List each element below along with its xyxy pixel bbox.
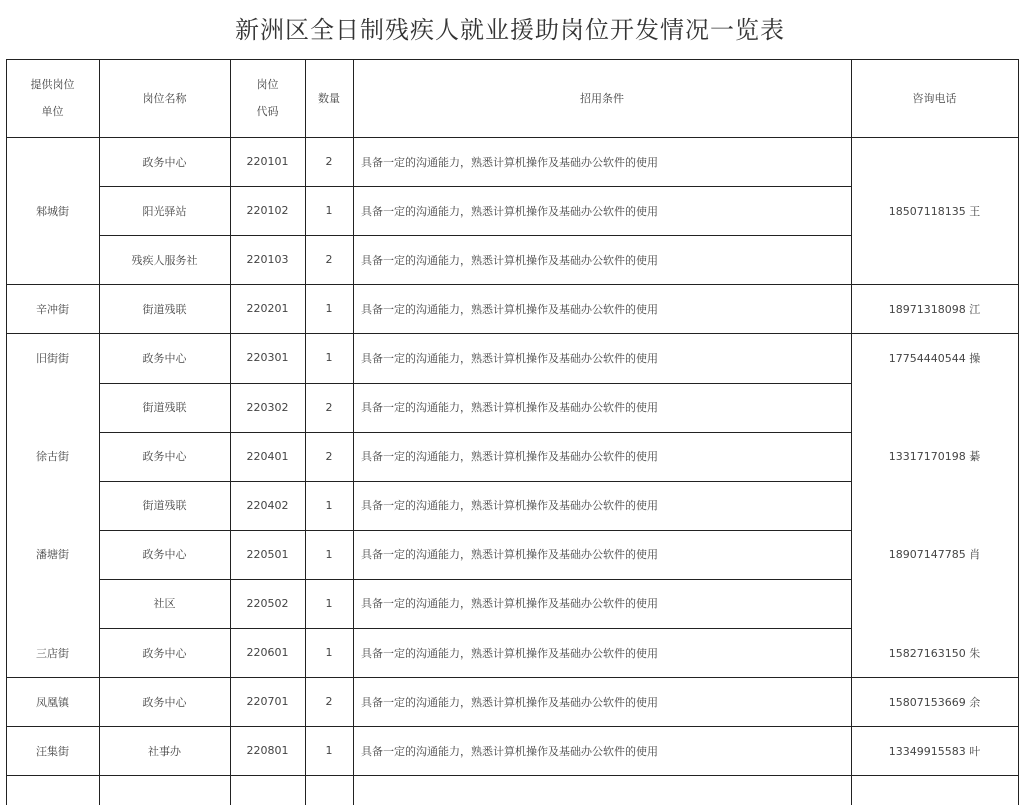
column-border bbox=[1018, 59, 1019, 805]
unit-cell: 旧街街 bbox=[36, 351, 69, 365]
row-border bbox=[99, 186, 852, 187]
column-border bbox=[851, 59, 852, 805]
row-border bbox=[99, 530, 852, 531]
requirement-cell: 具备一定的沟通能力，熟悉计算机操作及基础办公软件的使用 bbox=[361, 155, 658, 169]
requirement-cell: 具备一定的沟通能力，熟悉计算机操作及基础办公软件的使用 bbox=[361, 253, 658, 267]
position-cell: 街道残联 bbox=[142, 401, 187, 415]
requirement-cell: 具备一定的沟通能力，熟悉计算机操作及基础办公软件的使用 bbox=[361, 204, 658, 218]
header-count: 数量 bbox=[318, 92, 340, 105]
phone-cell: 13349915583 叶 bbox=[888, 744, 981, 758]
header-code bbox=[230, 59, 305, 137]
unit-cell: 凤凰镇 bbox=[36, 695, 69, 709]
code-cell: 220701 bbox=[246, 695, 289, 709]
position-cell: 政务中心 bbox=[142, 646, 187, 660]
code-cell: 220502 bbox=[246, 596, 289, 610]
column-border bbox=[305, 59, 306, 805]
row-border bbox=[6, 137, 1019, 138]
count-cell: 1 bbox=[325, 596, 333, 610]
requirement-cell: 具备一定的沟通能力，熟悉计算机操作及基础办公软件的使用 bbox=[361, 695, 658, 709]
count-cell: 2 bbox=[325, 695, 333, 709]
requirement-cell: 具备一定的沟通能力，熟悉计算机操作及基础办公软件的使用 bbox=[361, 744, 658, 758]
row-border bbox=[99, 628, 852, 629]
page-title: 新洲区全日制残疾人就业援助岗位开发情况一览表 bbox=[235, 16, 785, 44]
phone-cell: 15827163150 朱 bbox=[888, 646, 981, 660]
requirement-cell: 具备一定的沟通能力，熟悉计算机操作及基础办公软件的使用 bbox=[361, 499, 658, 513]
position-cell: 政务中心 bbox=[142, 351, 187, 365]
positions-table bbox=[6, 59, 1018, 799]
requirement-cell: 具备一定的沟通能力，熟悉计算机操作及基础办公软件的使用 bbox=[361, 646, 658, 660]
row-border bbox=[6, 59, 1019, 60]
position-cell: 街道残联 bbox=[142, 499, 187, 513]
phone-cell: 18971318098 江 bbox=[888, 302, 981, 316]
code-cell: 220103 bbox=[246, 253, 289, 267]
count-cell: 2 bbox=[325, 253, 333, 267]
column-border bbox=[230, 59, 231, 805]
code-cell: 220201 bbox=[246, 302, 289, 316]
header-unit-line: 单位 bbox=[41, 105, 64, 118]
position-cell: 街道残联 bbox=[142, 302, 187, 316]
row-border bbox=[6, 775, 1019, 776]
code-cell: 220301 bbox=[246, 351, 289, 365]
header-unit bbox=[6, 59, 99, 137]
row-border bbox=[6, 284, 1019, 285]
code-cell: 220401 bbox=[246, 449, 289, 463]
row-border bbox=[99, 383, 852, 384]
count-cell: 2 bbox=[325, 400, 333, 414]
row-border bbox=[6, 677, 1019, 678]
count-cell: 1 bbox=[325, 646, 333, 660]
position-cell: 政务中心 bbox=[142, 155, 187, 169]
phone-cell: 15807153669 余 bbox=[888, 695, 981, 709]
header-position: 岗位名称 bbox=[142, 92, 187, 105]
count-cell: 2 bbox=[325, 155, 333, 169]
requirement-cell: 具备一定的沟通能力，熟悉计算机操作及基础办公软件的使用 bbox=[361, 351, 658, 365]
position-cell: 阳光驿站 bbox=[142, 204, 187, 218]
requirement-cell: 具备一定的沟通能力，熟悉计算机操作及基础办公软件的使用 bbox=[361, 548, 658, 562]
unit-cell: 汪集街 bbox=[36, 744, 69, 758]
phone-cell: 17754440544 操 bbox=[888, 351, 981, 365]
requirement-cell: 具备一定的沟通能力，熟悉计算机操作及基础办公软件的使用 bbox=[361, 597, 658, 611]
unit-cell: 邾城街 bbox=[36, 204, 69, 218]
unit-cell: 潘塘街 bbox=[36, 548, 69, 562]
requirement-cell: 具备一定的沟通能力，熟悉计算机操作及基础办公软件的使用 bbox=[361, 302, 658, 316]
position-cell: 社区 bbox=[153, 597, 176, 611]
position-cell: 政务中心 bbox=[142, 450, 187, 464]
row-border bbox=[6, 726, 1019, 727]
requirement-cell: 具备一定的沟通能力，熟悉计算机操作及基础办公软件的使用 bbox=[361, 450, 658, 464]
header-requirement: 招用条件 bbox=[580, 92, 624, 105]
column-border bbox=[6, 59, 7, 805]
position-cell: 残疾人服务社 bbox=[131, 253, 198, 267]
unit-cell: 徐古街 bbox=[36, 450, 69, 464]
count-cell: 1 bbox=[325, 351, 333, 365]
phone-cell: 18507118135 王 bbox=[888, 204, 981, 218]
code-cell: 220501 bbox=[246, 547, 289, 561]
code-cell: 220302 bbox=[246, 400, 289, 414]
code-cell: 220101 bbox=[246, 155, 289, 169]
row-border bbox=[99, 235, 852, 236]
position-cell: 政务中心 bbox=[142, 695, 187, 709]
position-cell: 社事办 bbox=[148, 744, 181, 758]
header-code-line: 岗位 bbox=[256, 78, 279, 91]
code-cell: 220102 bbox=[246, 204, 289, 218]
code-cell: 220601 bbox=[246, 646, 289, 660]
phone-cell: 13317170198 綦 bbox=[888, 450, 981, 464]
column-border bbox=[99, 59, 100, 805]
header-code-line: 代码 bbox=[256, 105, 279, 118]
count-cell: 2 bbox=[325, 449, 333, 463]
count-cell: 1 bbox=[325, 302, 333, 316]
row-border bbox=[99, 481, 852, 482]
row-border bbox=[99, 579, 852, 580]
column-border bbox=[353, 59, 354, 805]
requirement-cell: 具备一定的沟通能力，熟悉计算机操作及基础办公软件的使用 bbox=[361, 401, 658, 415]
unit-cell: 辛冲街 bbox=[36, 302, 69, 316]
header-phone: 咨询电话 bbox=[912, 92, 957, 105]
row-border bbox=[99, 432, 852, 433]
code-cell: 220402 bbox=[246, 498, 289, 512]
count-cell: 1 bbox=[325, 204, 333, 218]
phone-cell: 18907147785 肖 bbox=[888, 548, 981, 562]
position-cell: 政务中心 bbox=[142, 548, 187, 562]
unit-cell: 三店街 bbox=[36, 646, 69, 660]
row-border bbox=[6, 333, 1019, 334]
code-cell: 220801 bbox=[246, 744, 289, 758]
count-cell: 1 bbox=[325, 744, 333, 758]
header-unit-line: 提供岗位 bbox=[30, 78, 75, 91]
count-cell: 1 bbox=[325, 547, 333, 561]
count-cell: 1 bbox=[325, 498, 333, 512]
